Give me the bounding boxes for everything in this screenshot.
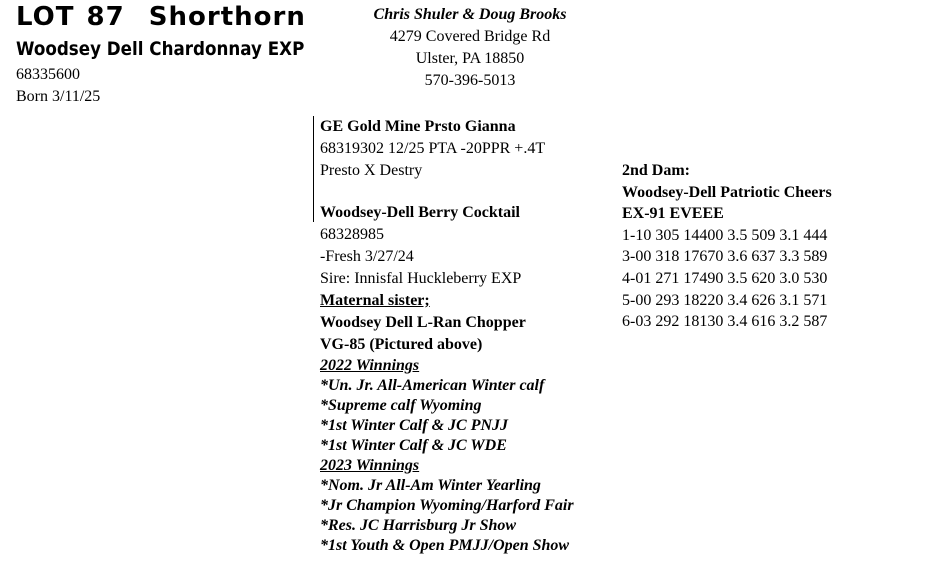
winnings-block xyxy=(320,356,574,556)
dam-sire: Sire: Innisfal Huckleberry EXP xyxy=(320,270,522,287)
dam-block xyxy=(320,202,526,356)
second-dam-block xyxy=(622,160,832,333)
second-dam-label: 2nd Dam: xyxy=(622,162,691,179)
dam-registration: 68328985 xyxy=(320,226,384,243)
dam-fresh-date: -Fresh 3/27/24 xyxy=(320,248,414,265)
maternal-sister-label: Maternal sister; xyxy=(320,292,430,309)
production-record: 1-10 305 14400 3.5 509 3.1 444 xyxy=(622,226,828,244)
winnings-item: *Un. Jr. All-American Winter calf xyxy=(320,377,545,394)
dam-name: Woodsey-Dell Berry Cocktail xyxy=(320,204,520,221)
sire-name: GE Gold Mine Prsto Gianna xyxy=(320,118,516,135)
consignor-names: Chris Shuler & Doug Brooks xyxy=(373,6,567,23)
second-dam-name: Woodsey-Dell Patriotic Cheers xyxy=(622,183,832,201)
winnings-heading: 2022 Winnings xyxy=(320,357,420,374)
animal-name: Woodsey Dell Chardonnay EXP xyxy=(16,38,305,60)
lot-number: 87 xyxy=(86,2,125,32)
sire-details: 68319302 12/25 PTA -20PPR +.4T xyxy=(320,140,546,157)
consignor-address: 4279 Covered Bridge Rd xyxy=(389,28,551,45)
winnings-heading: 2023 Winnings xyxy=(320,457,420,474)
production-record: 6-03 292 18130 3.4 616 3.2 587 xyxy=(622,313,828,331)
winnings-item: *Res. JC Harrisburg Jr Show xyxy=(320,517,517,534)
winnings-item: *Nom. Jr All-Am Winter Yearling xyxy=(320,477,541,494)
dam-bracket-line xyxy=(313,150,314,222)
consignor-phone: 570-396-5013 xyxy=(424,72,516,89)
winnings-item: *1st Winter Calf & JC PNJJ xyxy=(320,417,509,434)
second-dam-classification: EX-91 EVEEE xyxy=(622,205,724,223)
breed: Shorthorn xyxy=(148,2,306,32)
birth-date: Born 3/11/25 xyxy=(16,88,101,105)
sire-pedigree: Presto X Destry xyxy=(320,162,423,179)
winnings-item: *1st Winter Calf & JC WDE xyxy=(320,437,507,454)
lot-label: LOT xyxy=(16,2,75,32)
production-record: 4-01 271 17490 3.5 620 3.0 530 xyxy=(622,269,828,287)
maternal-sister-class: VG-85 (Pictured above) xyxy=(320,336,483,353)
production-record: 3-00 318 17670 3.6 637 3.3 589 xyxy=(622,248,828,266)
consignor-block xyxy=(340,4,600,92)
winnings-item: *Supreme calf Wyoming xyxy=(320,397,482,414)
registration-number: 68335600 xyxy=(16,66,80,83)
maternal-sister-name: Woodsey Dell L-Ran Chopper xyxy=(320,314,526,331)
sire-block xyxy=(320,116,545,182)
winnings-item: *Jr Champion Wyoming/Harford Fair xyxy=(320,497,574,514)
winnings-item: *1st Youth & Open PMJJ/Open Show xyxy=(320,537,570,554)
consignor-city: Ulster, PA 18850 xyxy=(415,50,525,67)
production-record: 5-00 293 18220 3.4 626 3.1 571 xyxy=(622,291,828,309)
lot-title xyxy=(16,2,306,32)
